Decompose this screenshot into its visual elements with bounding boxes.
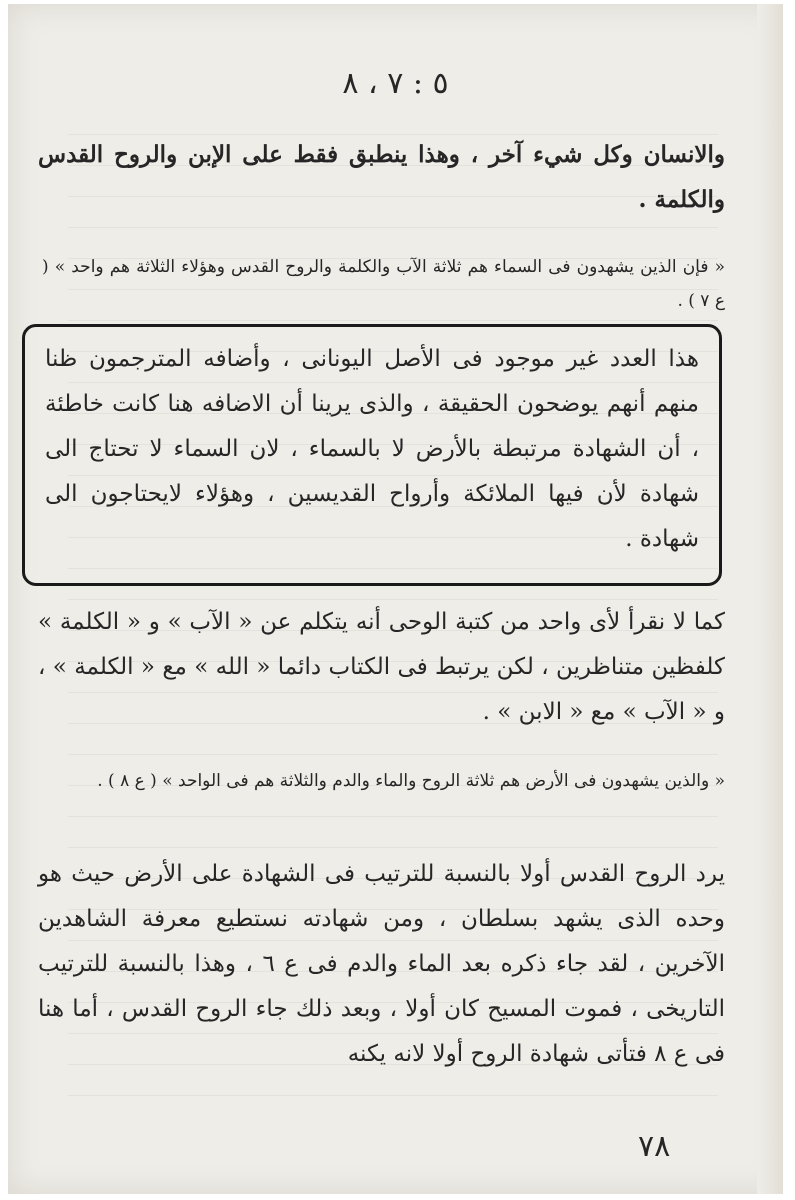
paragraph-holy-spirit: يرد الروح القدس أولا بالنسبة للترتيب فى الشهادة على الأرض حيث هو وحده الذى يشهد بسلطان ، ومن شهادته نستطيع معرفة الشاهدين الآخرين ، لقد جاء ذكره بعد الماء والدم فى ع ٦ ، وهذا بالنسبة للترتيب التاريخى ، فموت المسيح كان أولا ، وبعد ذلك جاء الروح القدس ، أما هنا فى ع ٨ فتأتى شهادة الروح أولا لانه يكنه — [38, 861, 725, 1067]
paragraph-father-word: كما لا نقرأ لأى واحد من كتبة الوحى أنه يتكلم عن « الآب » و « الكلمة » كلفظين متناظرين ، لكن يرتبط فى الكتاب دائما « الله » مع « الكلمة » ، و « الآب » مع « الابن » . — [38, 609, 725, 725]
verse-quote-7: « فإن الذين يشهدون فى السماء هم ثلاثة الآب والكلمة والروح القدس وهؤلاء الثلاثة هم واحد » ( ع ٧ ) . — [42, 257, 725, 311]
boxed-commentary: هذا العدد غير موجود فى الأصل اليونانى ، وأضافه المترجمون ظنا منهم أنهم يوضحون الحقيقة ، والذى يرينا أن الاضافه هنا كانت خاطئة ، أن الشهادة مرتبطة بالأرض لا بالسماء ، لان السماء لا تحتاج الى شهادة لأن فيها الملائكة وأرواح القديسين ، وهؤلاء لايحتاجون الى شهادة . — [45, 346, 699, 552]
highlight-box — [22, 324, 722, 586]
page-number: ٧٨ — [638, 1129, 671, 1164]
verse-reference-header: ٥ : ٧ ، ٨ — [342, 66, 449, 101]
verse-quote-8: « والذين يشهدون فى الأرض هم ثلاثة الروح والماء والدم والثلاثة هم فى الواحد » ( ع ٨ ) . — [97, 771, 725, 791]
page-content — [8, 4, 783, 1194]
book-page — [8, 4, 783, 1194]
paragraph-intro: والانسان وكل شيء آخر ، وهذا ينطبق فقط على الإبن والروح القدس والكلمة . — [38, 141, 725, 213]
